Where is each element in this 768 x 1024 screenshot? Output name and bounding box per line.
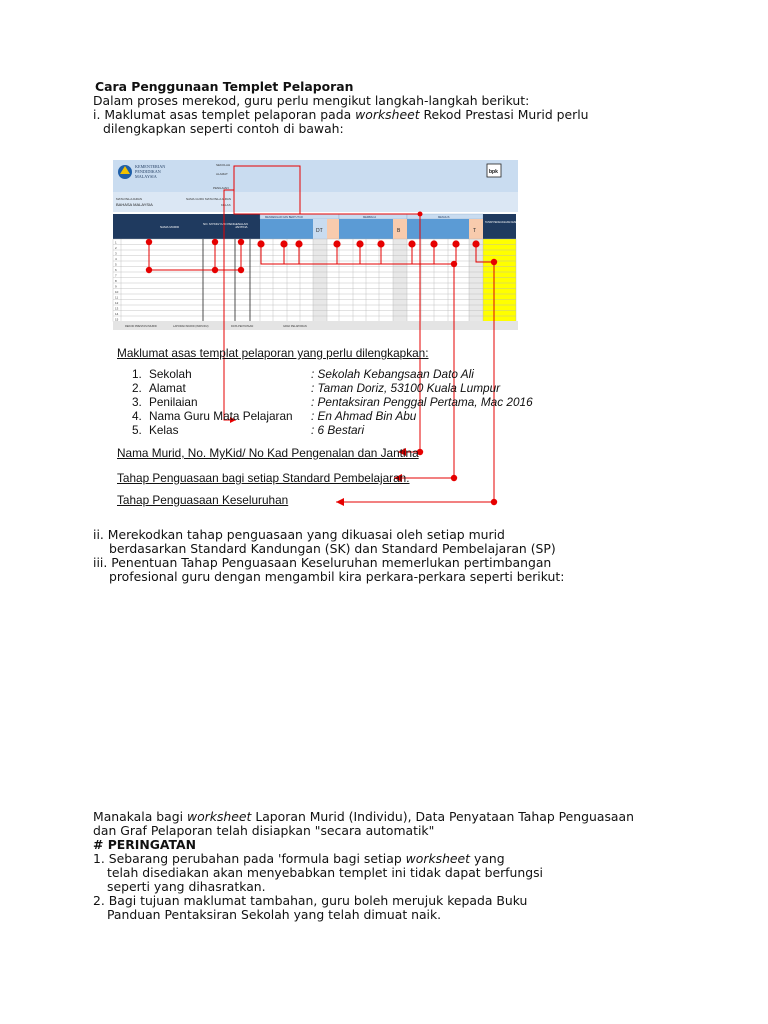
row-number: 13 [115,306,119,311]
info-item-number: 4. [132,409,142,423]
header-highlight-box [234,166,300,214]
group-writing: MENULIS [438,216,450,219]
row-number: 10 [115,289,119,294]
info-item-value: : 6 Bestari [311,423,365,437]
group-reading: MEMBACA [363,216,377,219]
info-item-number: 5. [132,423,142,437]
warning-1-suffix: yang [470,851,505,866]
row-number: 9 [115,284,117,289]
info-item-label: Nama Guru Mata Pelajaran [149,409,293,423]
step-1-prefix: i. Maklumat asas templet pelaporan pada [93,107,356,122]
info-item-label: Alamat [149,381,186,395]
row-number: 6 [115,267,117,272]
col-gender: JANTINA [235,225,248,229]
step-2-line-2: berdasarkan Standard Kandungan (SK) dan Standard Pembelajaran (SP) [109,541,556,556]
row-number: 3 [115,251,117,256]
step-3-line-2: profesional guru dengan mengambil kira perkara-perkara seperti berikut: [109,569,565,584]
label-subject: MATA PELAJARAN [116,197,143,201]
auto-line-2: dan Graf Pelaporan telah disiapkan "secara automatik" [93,823,435,838]
org-line-3: MALAYSIA [135,174,157,179]
warning-1-line-3: seperti yang dihasratkan. [107,879,266,894]
callout-overall-level: Tahap Penguasaan Keseluruhan [117,493,289,507]
info-item-value: : Taman Doriz, 53100 Kuala Lumpur [311,381,501,395]
callout-pupil-info: Nama Murid, No. MyKid/ No Kad Pengenalan dan Jantina [117,446,419,460]
field-school: SEKOLAH [216,163,231,167]
warning-1-prefix: 1. Sebarang perubahan pada 'formula bagi setiap [93,851,406,866]
col-overall: TAHAP PENGUASAAN KESELURUHAN [485,221,529,224]
info-item-value: : Sekolah Kebangsaan Dato Ali [311,367,474,381]
org-line-1: KEMENTERIAN [135,164,166,169]
auto-prefix: Manakala bagi [93,809,187,824]
auto-suffix: Laporan Murid (Individu), Data Penyataan Tahap Penguasaan [251,809,634,824]
step-1-line-2: dilengkapkan seperti contoh di bawah: [103,121,344,136]
warning-1-line-2: telah disediakan akan menyebabkan templet ini tidak dapat berfungsi [107,865,543,880]
dt-label: DT [316,228,323,234]
row-number: 12 [115,300,119,305]
label-class: KELAS [221,203,231,207]
row-number: 2 [115,245,117,250]
info-item-label: Penilaian [149,395,198,409]
auto-worksheet: worksheet [186,809,252,824]
row-number: 7 [115,273,117,278]
info-item-number: 2. [132,381,142,395]
col-id: NO. MYKID/ KAD PENGENALAN [203,222,248,226]
label-teacher: NAMA GURU MATA PELAJARAN [186,197,232,201]
step-1-suffix: Rekod Prestasi Murid perlu [419,107,589,122]
bpk-logo-text: bpk [489,169,498,175]
warning-title: # PERINGATAN [93,837,197,852]
info-item-label: Sekolah [149,367,192,381]
subject-value: BAHASA MALAYSIA [116,202,153,207]
row-number: 4 [115,256,117,261]
warning-1-line-1 [93,852,505,866]
tab-data[interactable]: DATA PENYATAAN [231,325,254,328]
auto-line-1 [93,810,634,824]
row-number: 5 [115,262,117,267]
tab-graf[interactable]: GRAF PELAPORAN [283,325,307,328]
page-heading: Cara Penggunaan Templet Pelaporan [95,79,354,94]
row-number: 11 [115,295,119,300]
t-label: T [473,228,477,234]
info-item-value: : Pentaksiran Penggal Pertama, Mac 2016 [311,395,533,409]
warning-2-line-1: 2. Bagi tujuan maklumat tambahan, guru boleh merujuk kepada Buku [93,893,528,908]
warning-1-worksheet: worksheet [405,851,471,866]
tab-rekod[interactable]: REKOD PRESTASI MURID [125,325,157,328]
field-address: ALAMAT [216,172,228,176]
row-number: 15 [115,317,119,322]
org-line-2: PENDIDIKAN [135,169,161,174]
step-1-worksheet: worksheet [355,107,420,122]
warning-2-line-2: Panduan Pentaksiran Sekolah yang telah dimuat naik. [107,907,442,922]
info-item-value: : En Ahmad Bin Abu [311,409,417,423]
field-assessment: PENILAIAN [213,186,229,190]
row-number: 8 [115,278,117,283]
row-number: 14 [115,311,119,316]
tab-laporan[interactable]: LAPORAN MURID (INDIVIDU) [173,325,209,328]
info-item-number: 3. [132,395,142,409]
step-2-line-1: ii. Merekodkan tahap penguasaan yang dikuasai oleh setiap murid [93,527,505,542]
row-number: 1 [115,240,117,245]
info-title: Maklumat asas templat pelaporan yang perlu dilengkapkan: [117,346,429,360]
col-pupil-name: NAMA MURID [160,225,180,229]
callout-sp-level: Tahap Penguasaan bagi setiap Standard Pembelajaran. [117,471,410,485]
intro-text: Dalam proses merekod, guru perlu mengikut langkah-langkah berikut: [93,93,530,108]
step-3-line-1: iii. Penentuan Tahap Penguasaan Keseluruhan memerlukan pertimbangan [93,555,552,570]
b-label: B [397,228,401,234]
group-listening: MENDENGAR DAN BERTUTUR [265,216,303,219]
info-item-label: Kelas [149,423,179,437]
info-item-number: 1. [132,367,142,381]
